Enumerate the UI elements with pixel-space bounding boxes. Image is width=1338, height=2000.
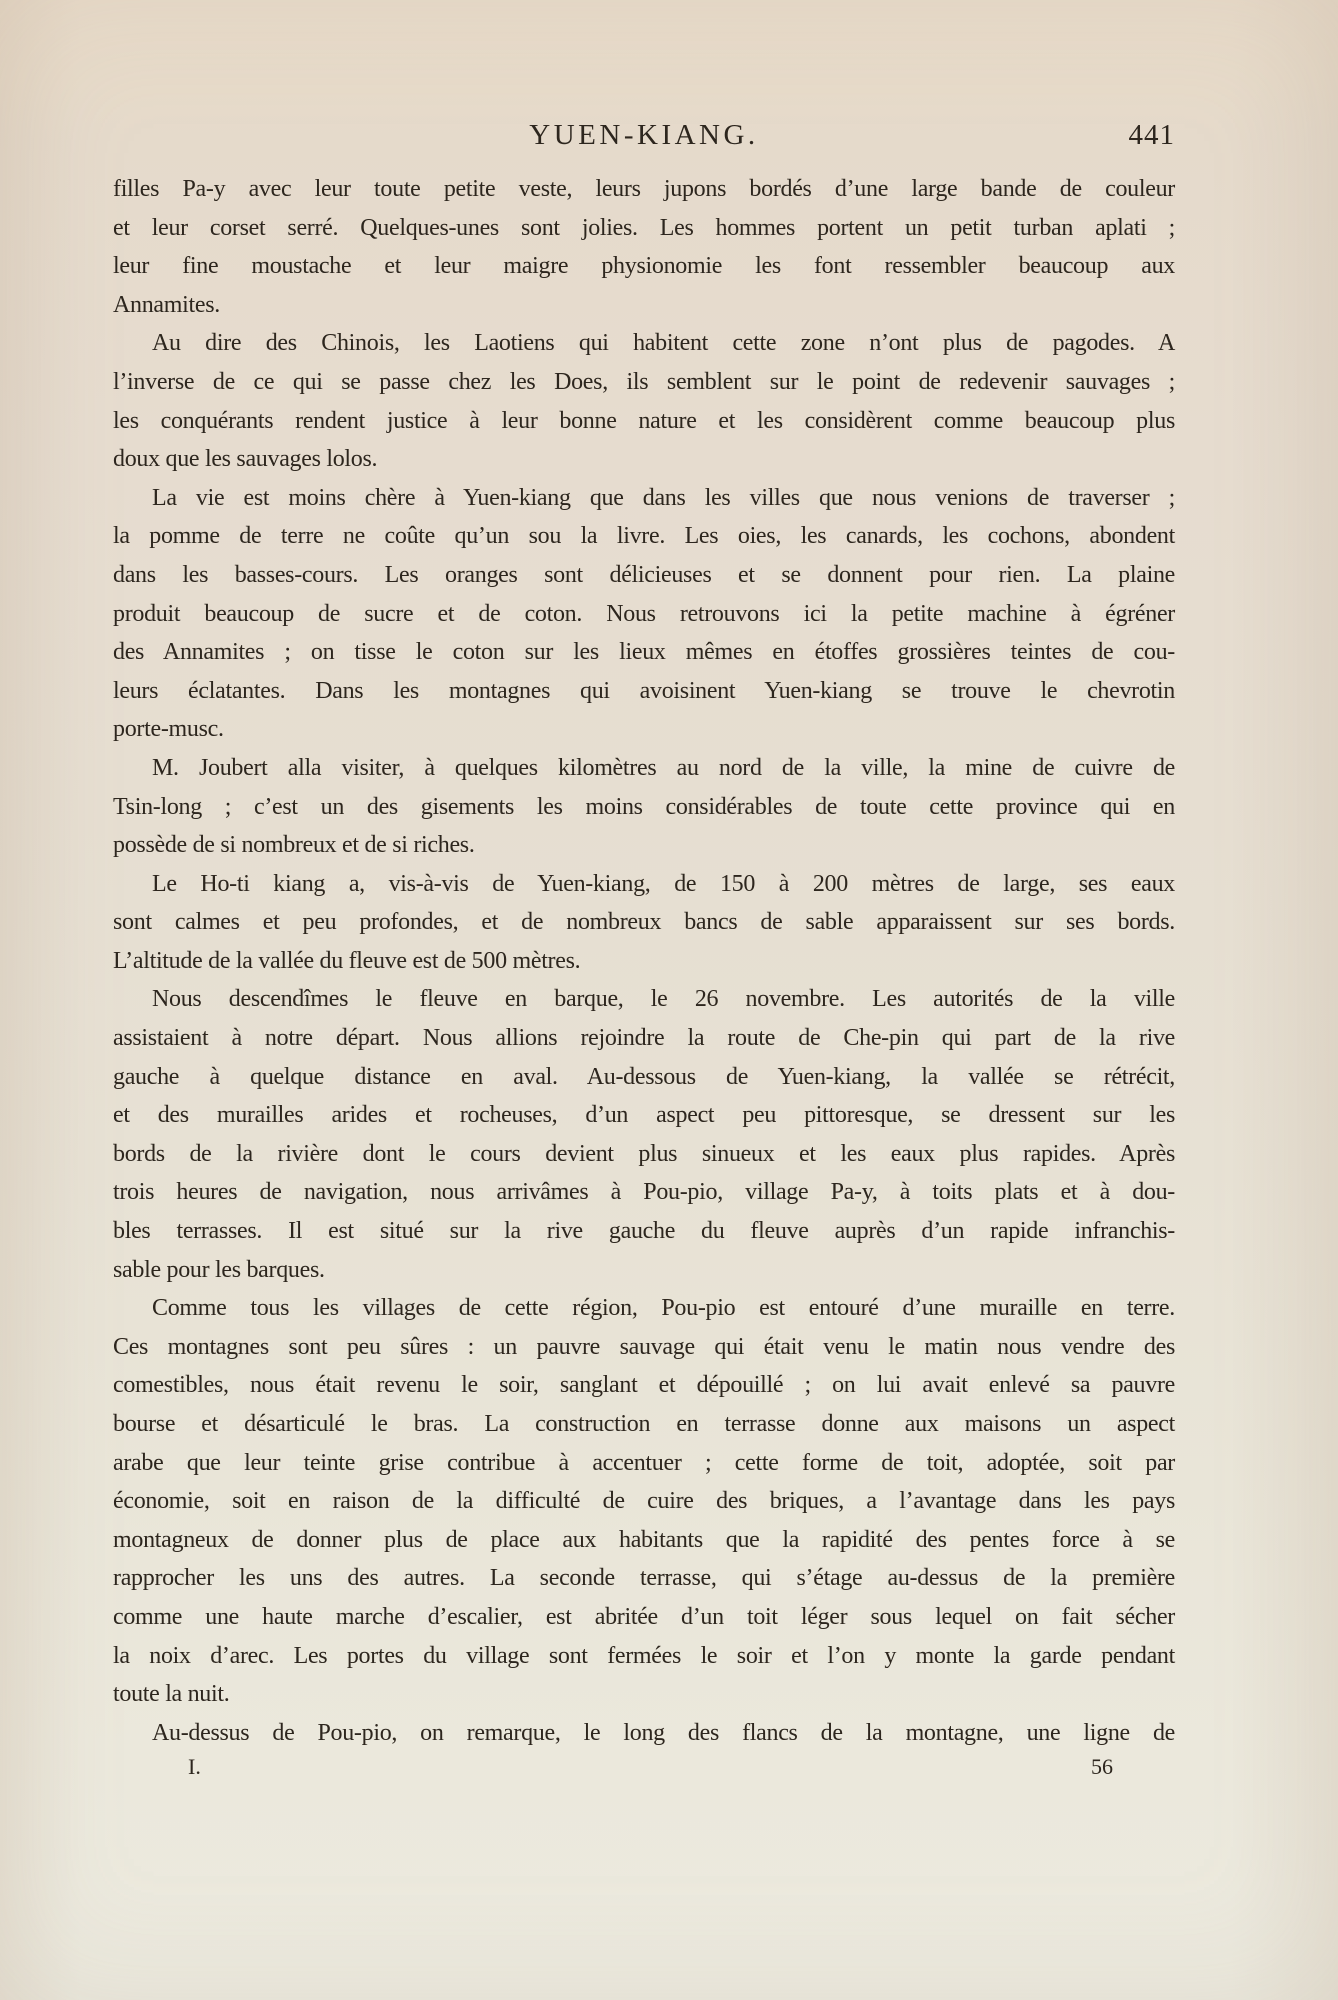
text-line: La vie est moins chère à Yuen-kiang que dans les villes que nous venions de traverser ; <box>152 484 1175 511</box>
text-line: Nous descendîmes le fleuve en barque, le 26 novembre. Les autorités de la ville <box>152 986 1175 1013</box>
text-line: Au-dessus de Pou-pio, on remarque, le long des flancs de la montagne, une ligne de <box>152 1719 1175 1746</box>
text-line: et leur corset serré. Quelques-unes sont jolies. Les hommes portent un petit turban aplati ; <box>113 214 1175 241</box>
text-line: arabe que leur teinte grise contribue à accentuer ; cette forme de toit, adoptée, soit par <box>113 1449 1175 1476</box>
text-line: Tsin-long ; c’est un des gisements les moins considérables de toute cette province qui en <box>113 793 1175 820</box>
text-line: montagneux de donner plus de place aux habitants que la rapidité des pentes force à se <box>113 1526 1175 1553</box>
page-footer <box>113 1752 1175 1782</box>
text-line: bles terrasses. Il est situé sur la rive gauche du fleuve auprès d’un rapide infranchis- <box>113 1218 1175 1245</box>
text-line: filles Pa-y avec leur toute petite veste, leurs jupons bordés d’une large bande de couleur <box>113 176 1175 202</box>
text-line: bourse et désarticulé le bras. La construction en terrasse donne aux maisons un aspect <box>113 1411 1175 1437</box>
paragraph <box>113 479 1175 749</box>
text-line: rapprocher les uns des autres. La seconde terrasse, qui s’étage au-dessus de la première <box>113 1565 1175 1592</box>
text-line: assistaient à notre départ. Nous allions rejoindre la route de Che-pin qui part de la rive <box>113 1025 1175 1052</box>
text-line: bords de la rivière dont le cours devient plus sinueux et les eaux plus rapides. Après <box>113 1140 1175 1167</box>
paragraph <box>113 749 1175 865</box>
text-line: et des murailles arides et rocheuses, d’un aspect peu pittoresque, se dressent sur les <box>113 1102 1175 1129</box>
text-line: Comme tous les villages de cette région, Pou-pio est entouré d’une muraille en terre. <box>152 1295 1175 1322</box>
text-line: porte-musc. <box>113 716 224 743</box>
text-line: leurs éclatantes. Dans les montagnes qui avoisinent Yuen-kiang se trouve le chevrotin <box>113 677 1175 704</box>
text-line: leur fine moustache et leur maigre physionomie les font ressembler beaucoup aux <box>113 253 1175 280</box>
page-number: 441 <box>1128 119 1175 151</box>
paragraph <box>113 324 1175 478</box>
paragraph <box>113 1289 1175 1714</box>
text-line: Annamites. <box>113 291 220 318</box>
text-line: Ces montagnes sont peu sûres : un pauvre sauvage qui était venu le matin nous vendre des <box>113 1333 1175 1360</box>
text-line: la noix d’arec. Les portes du village sont fermées le soir et l’on y monte la garde pendant <box>113 1642 1175 1669</box>
text-line: toute la nuit. <box>113 1681 230 1708</box>
paragraph <box>113 980 1175 1289</box>
text-line: trois heures de navigation, nous arrivâmes à Pou-pio, village Pa-y, à toits plats et à dou- <box>113 1179 1175 1206</box>
text-line: possède de si nombreux et de si riches. <box>113 832 475 859</box>
page-title: YUEN-KIANG. <box>529 119 759 151</box>
text-line: l’inverse de ce qui se passe chez les Does, ils semblent sur le point de redevenir sauvages ; <box>113 368 1175 395</box>
text-block <box>113 170 1175 1752</box>
text-line: Le Ho-ti kiang a, vis-à-vis de Yuen-kiang, de 150 à 200 mètres de large, ses eaux <box>152 870 1175 897</box>
text-line: sable pour les barques. <box>113 1256 325 1283</box>
paragraph <box>113 170 1175 324</box>
text-line: comme une haute marche d’escalier, est abritée d’un toit léger sous lequel on fait sécher <box>113 1603 1175 1630</box>
text-line: sont calmes et peu profondes, et de nombreux bancs de sable apparaissent sur ses bords. <box>113 909 1175 936</box>
text-line: comestibles, nous était revenu le soir, sanglant et dépouillé ; on lui avait enlevé sa pauvre <box>113 1372 1175 1399</box>
text-line: doux que les sauvages lolos. <box>113 446 378 473</box>
footer-volume-mark: I. <box>188 1754 201 1779</box>
text-line: L’altitude de la vallée du fleuve est de 500 mètres. <box>113 947 581 974</box>
paragraph <box>113 1714 1175 1753</box>
text-line: M. Joubert alla visiter, à quelques kilomètres au nord de la ville, la mine de cuivre de <box>152 754 1175 781</box>
text-line: gauche à quelque distance en aval. Au-dessous de Yuen-kiang, la vallée se rétrécit, <box>113 1063 1175 1090</box>
footer-signature-mark: 56 <box>1091 1754 1113 1779</box>
running-header <box>113 118 1175 152</box>
text-line: les conquérants rendent justice à leur bonne nature et les considèrent comme beaucoup plus <box>113 407 1175 434</box>
paragraph <box>113 865 1175 981</box>
text-line: économie, soit en raison de la difficulté de cuire des briques, a l’avantage dans les pays <box>113 1488 1175 1515</box>
text-line: produit beaucoup de sucre et de coton. Nous retrouvons ici la petite machine à égréner <box>113 600 1175 627</box>
text-line: la pomme de terre ne coûte qu’un sou la livre. Les oies, les canards, les cochons, abondent <box>113 523 1175 550</box>
text-line: dans les basses-cours. Les oranges sont délicieuses et se donnent pour rien. La plaine <box>113 561 1175 588</box>
text-line: des Annamites ; on tisse le coton sur les lieux mêmes en étoffes grossières teintes de cou- <box>113 639 1175 666</box>
text-line: Au dire des Chinois, les Laotiens qui habitent cette zone n’ont plus de pagodes. A <box>152 330 1175 357</box>
